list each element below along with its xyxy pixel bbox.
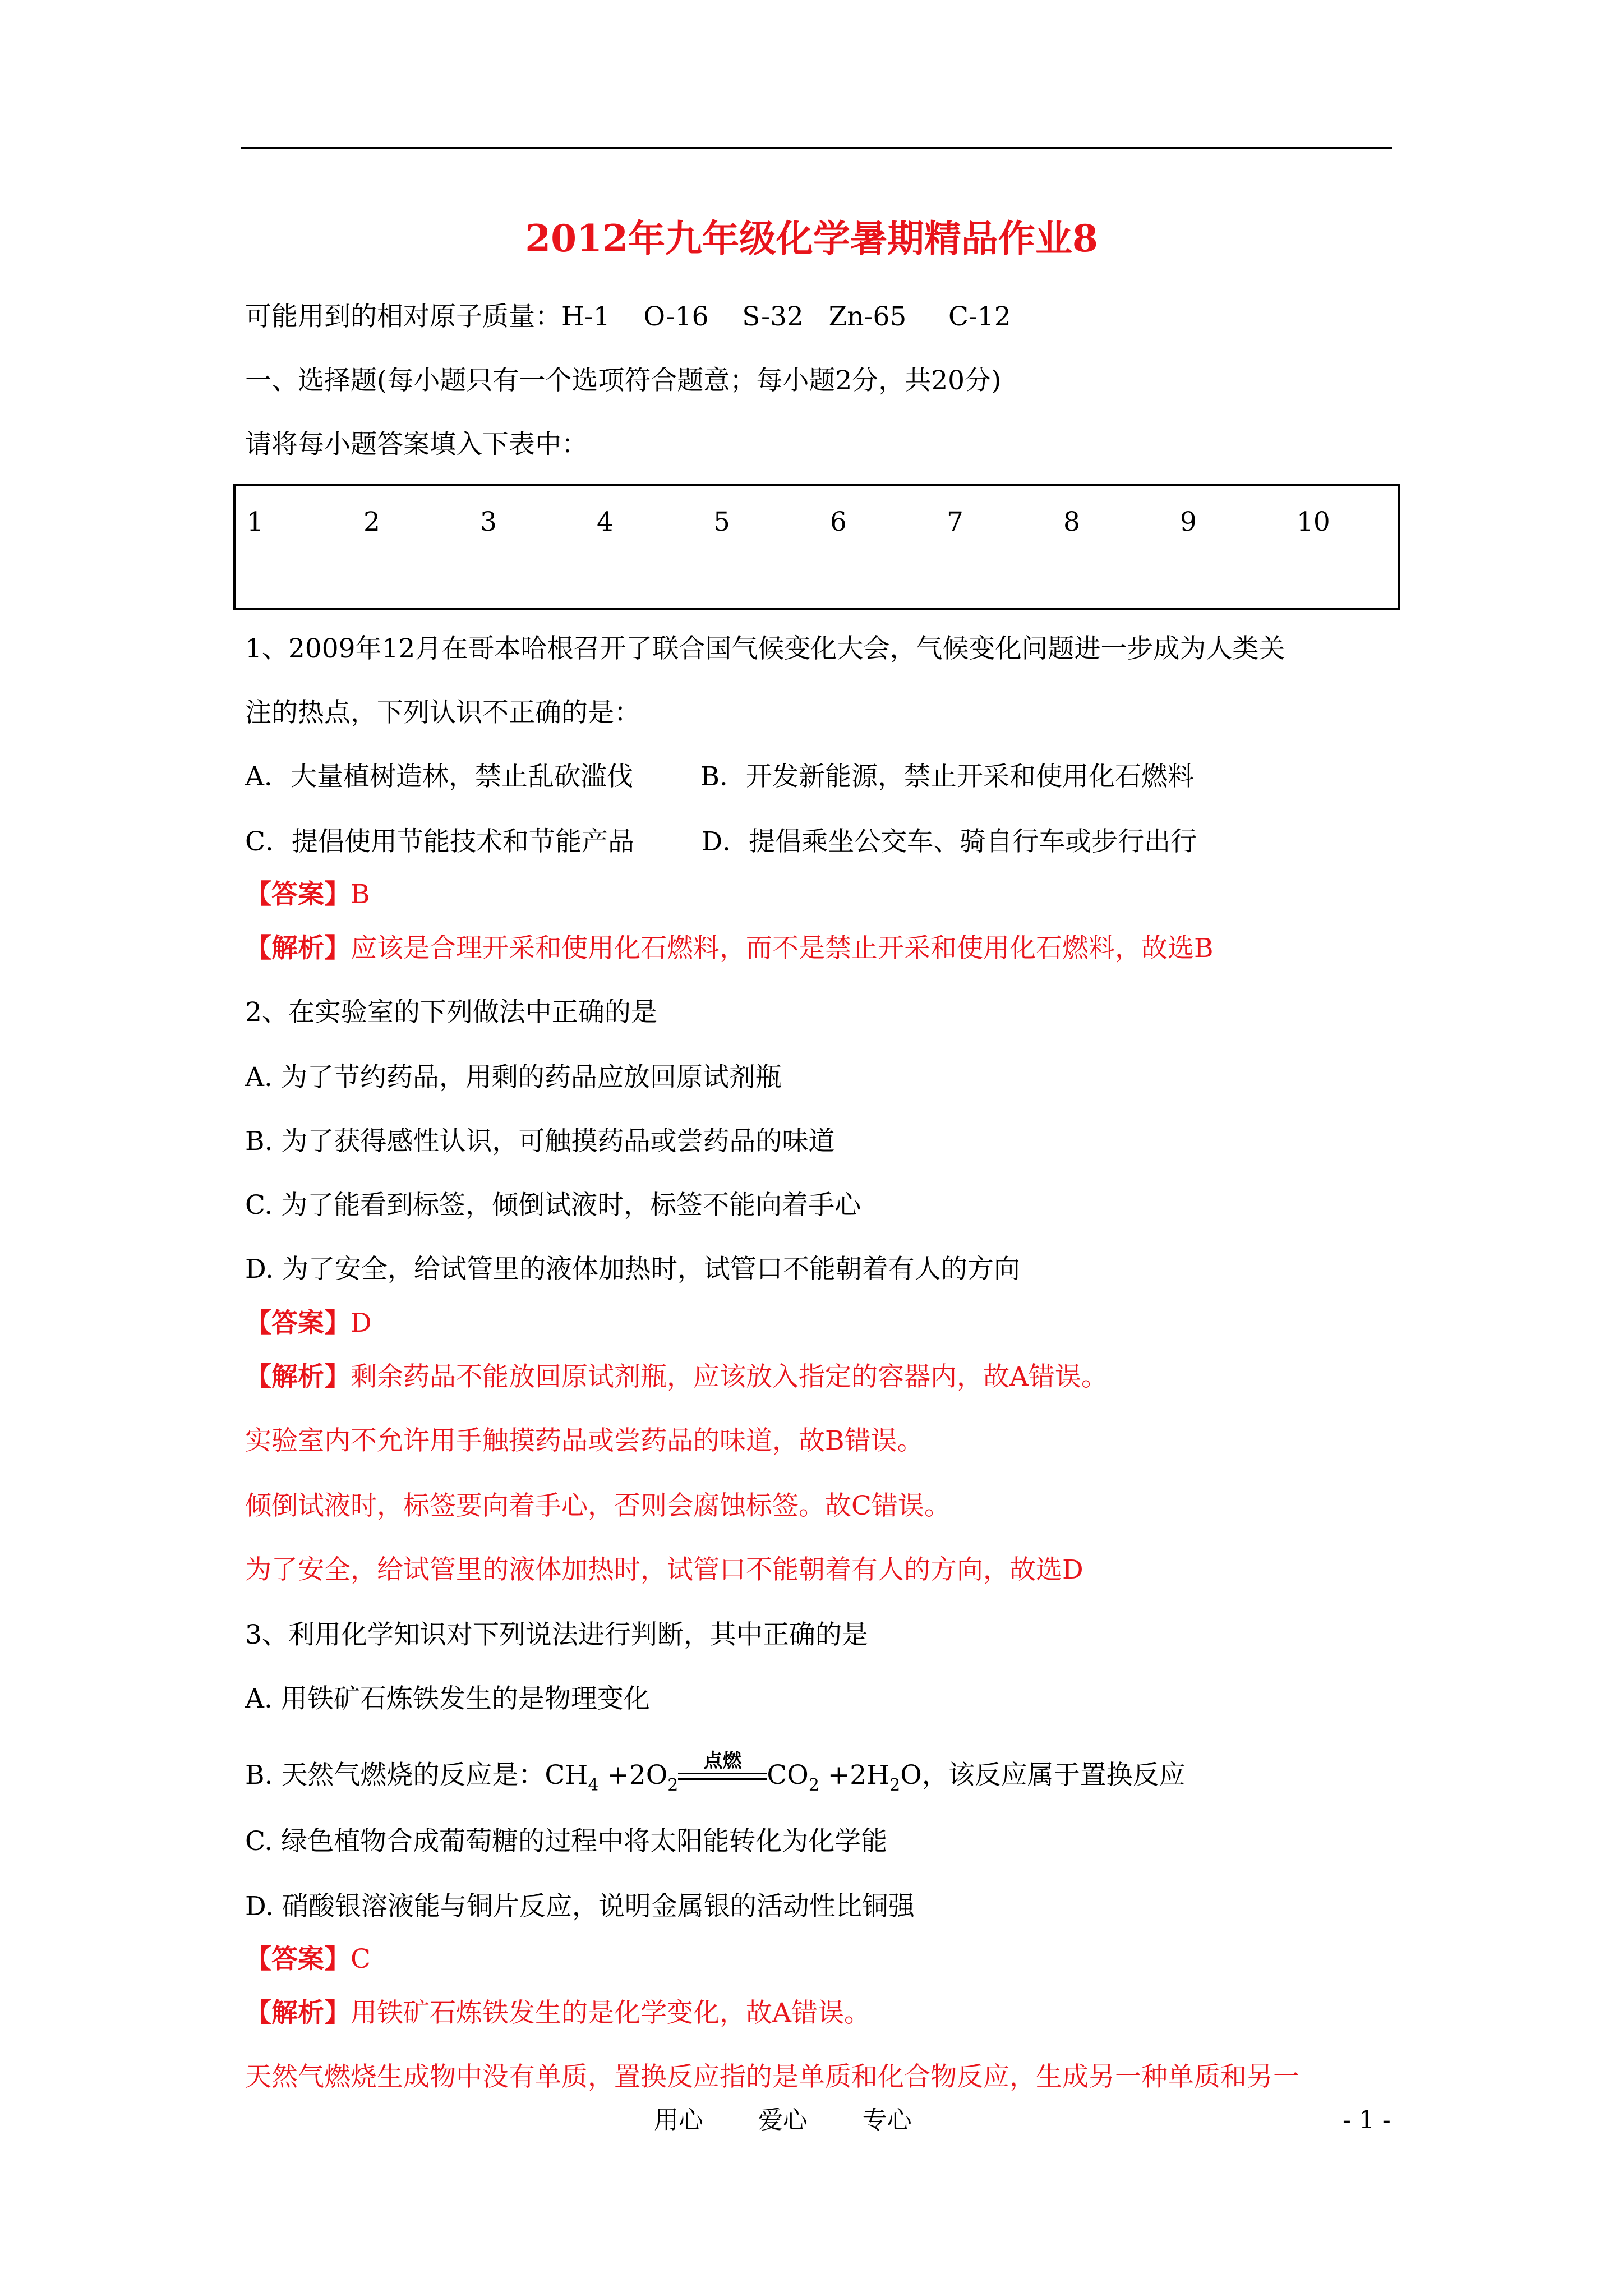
q2-analysis-line: 实验室内不允许用手触摸药品或尝药品的味道，故B错误。	[245, 1425, 924, 1456]
table-cell: 9	[1180, 507, 1197, 537]
condition-label: 点燃	[703, 1750, 742, 1772]
equals-bar	[678, 1778, 767, 1780]
section-heading: 一、选择题(每小题只有一个选项符合题意；每小题2分，共20分)	[245, 365, 1002, 396]
q1-analysis	[245, 929, 1214, 968]
answer-value: B	[351, 879, 370, 910]
q3-option-a: A. 用铁矿石炼铁发生的是物理变化	[245, 1683, 650, 1714]
q2-answer	[245, 1304, 372, 1343]
subscript: 2	[667, 1775, 679, 1795]
subscript: 2	[808, 1775, 819, 1795]
q2-analysis-line: 倾倒试液时，标签要向着手心，否则会腐蚀标签。故C错误。	[245, 1490, 951, 1521]
answer-table	[233, 484, 1400, 610]
subscript: 4	[588, 1775, 599, 1795]
answer-tag: 【答案】	[245, 879, 351, 910]
q3-option-b	[245, 1750, 1186, 1805]
q3-analysis-line: 天然气燃烧生成物中没有单质，置换反应指的是单质和化合物反应，生成另一种单质和另一	[245, 2062, 1299, 2092]
table-cell: 4	[597, 507, 614, 537]
analysis-text: 应该是合理开采和使用化石燃料，而不是禁止开采和使用化石燃料，故选B	[351, 933, 1214, 964]
table-cell: 10	[1297, 507, 1330, 537]
analysis-text: 剩余药品不能放回原试剂瓶，应该放入指定的容器内，故A错误。	[351, 1361, 1108, 1392]
formula-part: +2H	[819, 1760, 890, 1791]
formula-part: +2O	[598, 1760, 668, 1791]
atomic-masses: 可能用到的相对原子质量：H-1 O-16 S-32 Zn-65 C-12	[245, 301, 1011, 332]
q2-stem: 2、在实验室的下列做法中正确的是	[245, 997, 657, 1028]
table-cell: 6	[830, 507, 847, 537]
table-cell: 7	[947, 507, 963, 537]
formula-part: O	[900, 1760, 922, 1791]
table-cell: 1	[247, 507, 264, 537]
q1-answer	[245, 875, 370, 914]
q2-analysis	[245, 1358, 1108, 1397]
q3-answer	[245, 1940, 371, 1979]
reaction-equation	[545, 1750, 922, 1805]
q2-option-a: A. 为了节约药品，用剩的药品应放回原试剂瓶	[245, 1062, 782, 1093]
table-cell: 8	[1063, 507, 1080, 537]
q1-options-cd: C．提倡使用节能技术和节能产品 D．提倡乘坐公交车、骑自行车或步行出行	[245, 826, 1197, 857]
answer-tag: 【答案】	[245, 1308, 351, 1338]
q3-stem: 3、利用化学知识对下列说法进行判断，其中正确的是	[245, 1619, 868, 1650]
analysis-tag: 【解析】	[245, 1998, 351, 2028]
table-instruction: 请将每小题答案填入下表中：	[245, 429, 588, 460]
q1-options-ab: A．大量植树造林，禁止乱砍滥伐 B．开发新能源，禁止开采和使用化石燃料	[245, 761, 1194, 792]
q3-option-c: C. 绿色植物合成葡萄糖的过程中将太阳能转化为化学能	[245, 1826, 888, 1857]
table-cell: 3	[480, 507, 497, 537]
option-b-suffix: ，该反应属于置换反应	[921, 1760, 1186, 1791]
q2-analysis-line: 为了安全，给试管里的液体加热时，试管口不能朝着有人的方向，故选D	[245, 1554, 1083, 1585]
reaction-condition	[678, 1750, 767, 1795]
analysis-text: 用铁矿石炼铁发生的是化学变化，故A错误。	[351, 1998, 870, 2028]
analysis-tag: 【解析】	[245, 1361, 351, 1392]
page-number: - 1 -	[1343, 2106, 1391, 2134]
page-title: 2012年九年级化学暑期精品作业8	[525, 217, 1098, 260]
q1-stem-cont: 注的热点，下列认识不正确的是：	[245, 697, 640, 728]
q2-option-b: B. 为了获得感性认识，可触摸药品或尝药品的味道	[245, 1126, 835, 1157]
header-rule	[241, 147, 1392, 149]
table-cell: 5	[713, 507, 730, 537]
q3-option-d: D. 硝酸银溶液能与铜片反应，说明金属银的活动性比铜强	[245, 1891, 915, 1922]
subscript: 2	[889, 1775, 901, 1795]
equals-bar	[678, 1773, 767, 1774]
footer-mottos: 用心 爱心 专心	[654, 2106, 912, 2134]
q2-option-c: C. 为了能看到标签，倾倒试液时，标签不能向着手心	[245, 1190, 861, 1221]
formula-part: CO	[767, 1760, 809, 1791]
answer-value: C	[351, 1944, 371, 1975]
q2-option-d: D. 为了安全，给试管里的液体加热时，试管口不能朝着有人的方向	[245, 1254, 1020, 1285]
analysis-tag: 【解析】	[245, 933, 351, 964]
q1-stem: 1、2009年12月在哥本哈根召开了联合国气候变化大会，气候变化问题进一步成为人类关	[245, 633, 1285, 664]
table-cell: 2	[363, 507, 380, 537]
option-b-prefix: B. 天然气燃烧的反应是：	[245, 1760, 545, 1791]
answer-tag: 【答案】	[245, 1944, 351, 1975]
answer-value: D	[351, 1308, 372, 1338]
q3-analysis	[245, 1994, 870, 2033]
formula-part: CH	[545, 1760, 588, 1791]
